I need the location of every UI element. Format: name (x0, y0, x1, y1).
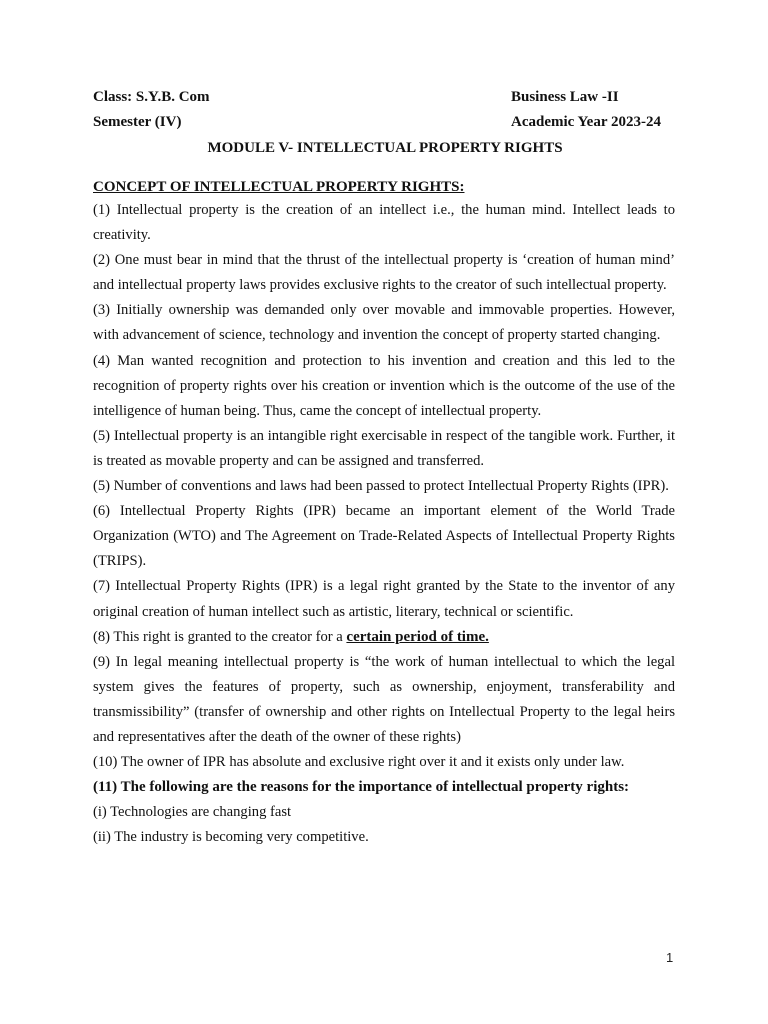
page-number: 1 (666, 950, 674, 965)
paragraph-6: (6) Intellectual Property Rights (IPR) became an important element of the World Trade Organization (WTO) and The Agreement on Trade-Related Aspects of Intellectual Property Rights (TRIPS). (93, 503, 675, 570)
paragraph-5: (5) Intellectual property is an intangible right exercisable in respect of the tangible work. Further, it is treated as movable property and can be assigned and transferred. (93, 427, 675, 469)
module-title (0, 139, 768, 157)
class-label: Class: S.Y.B. Com (93, 89, 210, 105)
section-heading: CONCEPT OF INTELLECTUAL PROPERTY RIGHTS: (93, 179, 465, 195)
document-body (93, 176, 675, 850)
paragraph-5b: (5) Number of conventions and laws had been passed to protect Intellectual Property Rights (IPR). (93, 478, 669, 495)
list-item-2: (ii) The industry is becoming very competitive. (93, 829, 369, 846)
paragraph-8-text: (8) This right is granted to the creator for a (93, 628, 347, 645)
paragraph-4: (4) Man wanted recognition and protection to his invention and creation and this led to the recognition of property rights over his creation or invention which is the outcome of the use of the intelligence of human being. Thus, came the concept of intellectual property. (93, 352, 675, 419)
module-title-text: MODULE V- INTELLECTUAL PROPERTY RIGHTS (207, 140, 563, 156)
paragraph-8 (93, 625, 675, 650)
paragraph-1: (1) Intellectual property is the creation of an intellect i.e., the human mind. Intellect leads to creativity. (93, 202, 675, 244)
paragraph-8-highlight: certain period of time. (346, 628, 489, 645)
paragraph-7: (7) Intellectual Property Rights (IPR) is a legal right granted by the State to the inventor of any original creation of human intellect such as artistic, literary, technical or scientific. (93, 578, 675, 620)
list-item-1: (i) Technologies are changing fast (93, 804, 292, 821)
paragraph-3: (3) Initially ownership was demanded only over movable and immovable properties. However, with advancement of science, technology and invention the concept of property started changing. (93, 302, 675, 344)
paragraph-9: (9) In legal meaning intellectual property is “the work of human intellectual to which the legal system gives the features of property, such as ownership, enjoyment, transferability and transmissibility” (transfer of ownership and other rights on Intellectual Property to the legal heirs and representatives after the death of the owner of these rights) (93, 653, 675, 745)
paragraph-10: (10) The owner of IPR has absolute and exclusive right over it and it exists only under law. (93, 754, 625, 771)
semester-label: Semester (IV) (93, 114, 182, 130)
academic-year-label: Academic Year 2023-24 (511, 114, 661, 130)
paragraph-2: (2) One must bear in mind that the thrust of the intellectual property is ‘creation of human mind’ and intellectual property laws provides exclusive rights to the creator of such intellectual property. (93, 252, 675, 294)
subject-label: Business Law -II (511, 89, 619, 105)
paragraph-11: (11) The following are the reasons for the importance of intellectual property rights: (93, 779, 630, 796)
